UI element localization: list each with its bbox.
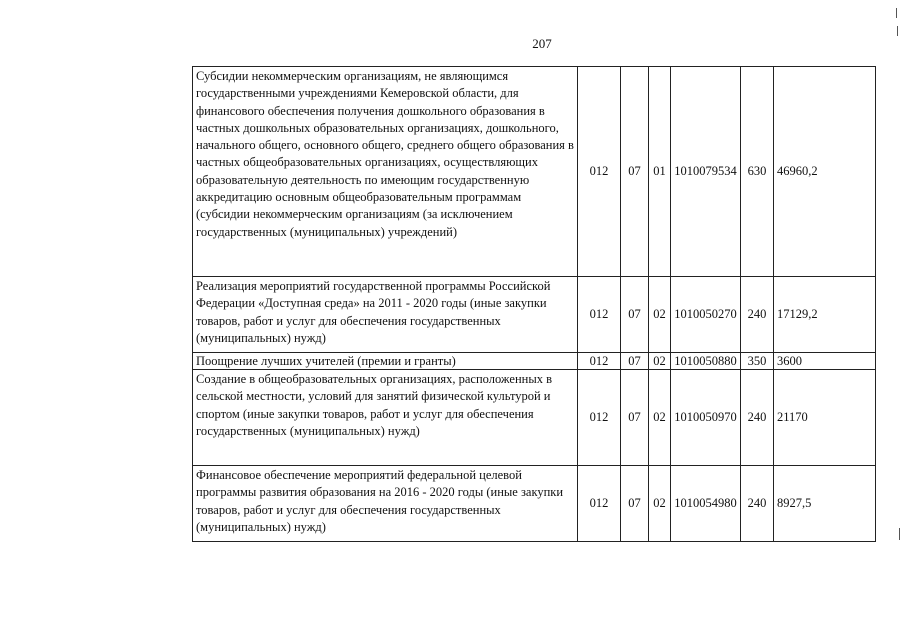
target-article-code: 1010050270 [671,277,741,353]
amount-value: 17129,2 [774,277,876,353]
expense-type-code: 350 [741,353,774,370]
subsection-code: 02 [649,353,671,370]
target-article-code: 1010079534 [671,67,741,277]
table-row [193,353,876,370]
subsection-code: 02 [649,466,671,542]
section-code: 07 [621,277,649,353]
ministry-code: 012 [578,353,621,370]
target-article-code: 1010054980 [671,466,741,542]
table-row [193,466,876,542]
row-description: Реализация мероприятий государственной программы Российской Федерации «Доступная среда» на 2011 - 2020 годы (иные закупки товаров, работ и услуг для обеспечения государственных (муниципальных) нужд) [193,277,578,353]
amount-value: 21170 [774,370,876,466]
table-row [193,370,876,466]
target-article-code: 1010050970 [671,370,741,466]
expense-type-code: 240 [741,277,774,353]
budget-table [192,66,876,542]
expense-type-code: 630 [741,67,774,277]
section-code: 07 [621,370,649,466]
scan-edge-mark [899,528,900,540]
row-description: Финансовое обеспечение мероприятий федеральной целевой программы развития образования на 2016 - 2020 годы (иные закупки товаров, работ и услуг для обеспечения государственных (муниципальных) нужд) [193,466,578,542]
amount-value: 46960,2 [774,67,876,277]
ministry-code: 012 [578,67,621,277]
table-row [193,277,876,353]
subsection-code: 02 [649,370,671,466]
subsection-code: 02 [649,277,671,353]
section-code: 07 [621,466,649,542]
scan-edge-mark [897,26,898,36]
target-article-code: 1010050880 [671,353,741,370]
row-description: Создание в общеобразовательных организациях, расположенных в сельской местности, условий для занятий физической культурой и спортом (иные закупки товаров, работ и услуг для обеспечения государственных (муниципальных) нужд) [193,370,578,466]
scan-edge-mark [896,8,897,18]
section-code: 07 [621,353,649,370]
expense-type-code: 240 [741,370,774,466]
table-row [193,67,876,277]
expense-type-code: 240 [741,466,774,542]
amount-value: 3600 [774,353,876,370]
section-code: 07 [621,67,649,277]
ministry-code: 012 [578,370,621,466]
subsection-code: 01 [649,67,671,277]
row-description: Субсидии некоммерческим организациям, не являющимся государственными учреждениями Кемеровской области, для финансового обеспечения получения дошкольного образования в частных дошкольных образовательных организациях, дошкольного, начального общего, основного общего, среднего общего образования в частных общеобразовательных организациях, осуществляющих образовательную деятельность по имеющим государственную аккредитацию основным общеобразовательным программам (субсидии некоммерческим организациям (за исключением государственных (муниципальных) учреждений) [193,67,578,277]
ministry-code: 012 [578,277,621,353]
amount-value: 8927,5 [774,466,876,542]
ministry-code: 012 [578,466,621,542]
page-number: 207 [532,36,552,51]
row-description: Поощрение лучших учителей (премии и гранты) [193,353,578,370]
